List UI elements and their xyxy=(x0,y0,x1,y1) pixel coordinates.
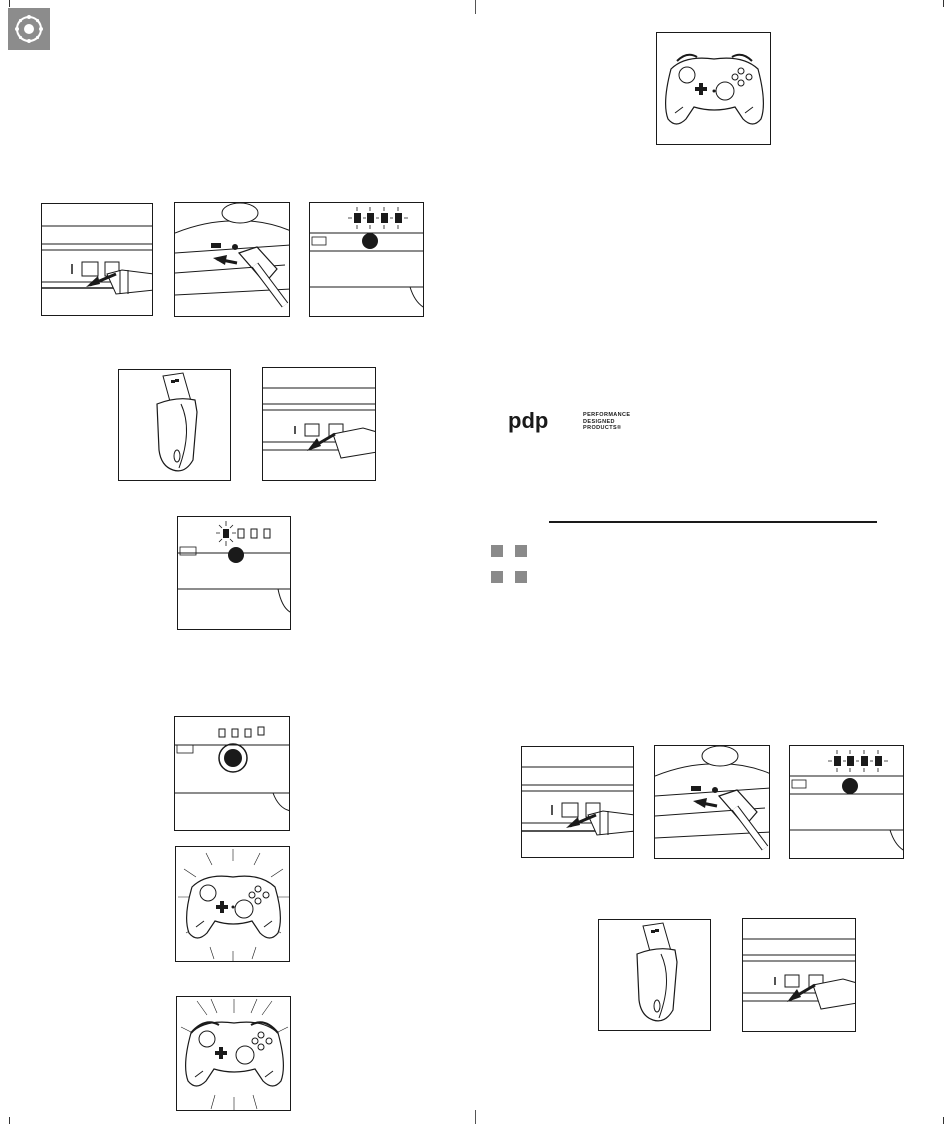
figure-controller-synced xyxy=(176,996,291,1111)
section-divider xyxy=(549,521,877,523)
figure-console-usb-plug xyxy=(41,203,153,316)
figure-receiver-plug-2 xyxy=(742,918,856,1032)
figure-controller-cable xyxy=(174,202,290,317)
pdp-tagline-line: PRODUCTS® xyxy=(583,425,622,431)
language-square xyxy=(491,545,503,557)
language-square xyxy=(515,571,527,583)
pdp-tagline-line: PERFORMANCE xyxy=(583,412,631,418)
fold-mark xyxy=(475,0,476,14)
figure-sync-button xyxy=(174,716,290,831)
figure-usb-receiver-2 xyxy=(598,919,711,1031)
pdp-tagline xyxy=(583,412,630,432)
language-square xyxy=(491,571,503,583)
figure-controller-vibrate xyxy=(175,846,290,962)
crop-mark xyxy=(943,0,944,7)
pdp-tagline-line: DESIGNED xyxy=(583,418,615,425)
crop-mark xyxy=(9,0,10,7)
figure-usb-receiver xyxy=(118,369,231,481)
language-square xyxy=(515,545,527,557)
crop-mark xyxy=(943,1117,944,1124)
globe-badge-icon xyxy=(8,8,50,50)
figure-controller-front xyxy=(656,32,771,145)
crop-mark xyxy=(9,1117,10,1124)
figure-console-usb-plug-2 xyxy=(521,746,634,858)
figure-receiver-plug xyxy=(262,367,376,481)
figure-controller-cable-2 xyxy=(654,745,770,859)
fold-mark xyxy=(475,1110,476,1124)
pdp-logo-text: pdp xyxy=(508,410,549,433)
figure-led-flash-all xyxy=(309,202,424,317)
figure-led-flash-all-2 xyxy=(789,745,904,859)
figure-led-flash-one xyxy=(177,516,291,630)
